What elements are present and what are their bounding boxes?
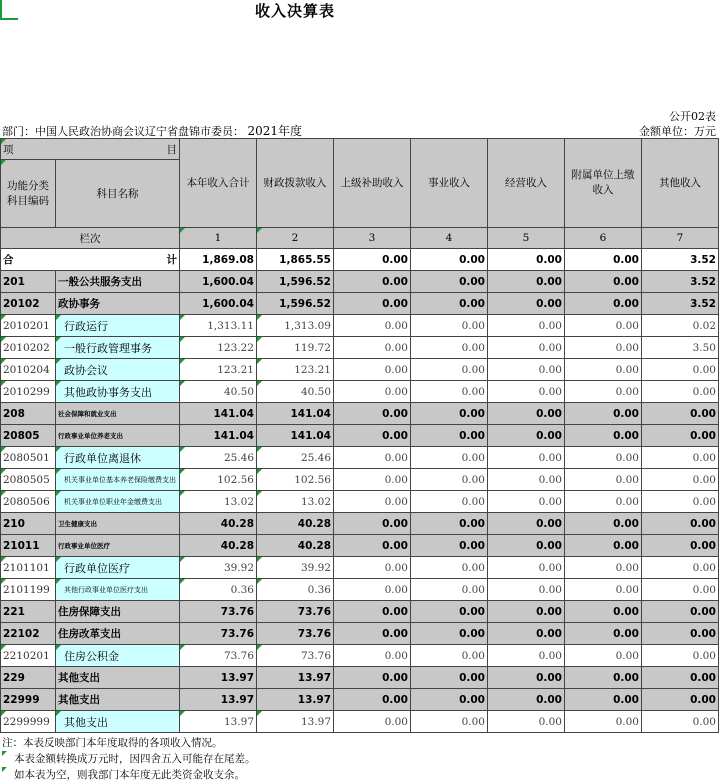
header-col-1: 本年收入合计 xyxy=(180,139,257,228)
row-value-3: 0.00 xyxy=(334,689,411,711)
row-value-6: 0.00 xyxy=(565,359,642,381)
row-code: 2299999 xyxy=(1,711,56,733)
header-col-2: 财政拨款收入 xyxy=(257,139,334,228)
row-value-1: 13.97 xyxy=(180,689,257,711)
row-value-2: 25.46 xyxy=(257,447,334,469)
row-value-1: 40.28 xyxy=(180,513,257,535)
footnote-3: 如本表为空，则我部门本年度无此类资金收支余。 xyxy=(2,767,256,781)
row-code: 2101199 xyxy=(1,579,56,601)
table-row xyxy=(1,623,719,645)
header-item-left: 项 xyxy=(3,143,14,156)
row-value-4: 0.00 xyxy=(411,645,488,667)
row-value-1: 39.92 xyxy=(180,557,257,579)
row-value-3: 0.00 xyxy=(334,579,411,601)
row-value-7: 3.50 xyxy=(642,337,719,359)
row-value-4: 0.00 xyxy=(411,579,488,601)
row-value-2: 13.97 xyxy=(257,689,334,711)
row-value-5: 0.00 xyxy=(488,425,565,447)
header-row-item xyxy=(1,139,719,160)
row-subject-name: 行政事业单位养老支出 xyxy=(56,425,180,447)
row-value-7: 3.52 xyxy=(642,293,719,315)
row-value-7: 3.52 xyxy=(642,271,719,293)
row-value-5: 0.00 xyxy=(488,447,565,469)
row-code: 2080501 xyxy=(1,447,56,469)
footnote-2: 本表金额转换成万元时，因四舍五入可能存在尾差。 xyxy=(2,751,256,767)
row-value-2: 1,596.52 xyxy=(257,293,334,315)
row-value-2: 119.72 xyxy=(257,337,334,359)
row-value-3: 0.00 xyxy=(334,359,411,381)
amount-unit: 金额单位：万元 xyxy=(639,125,716,138)
row-value-3: 0.00 xyxy=(334,535,411,557)
row-subject-name: 政协会议 xyxy=(56,359,180,381)
row-subject-name: 行政运行 xyxy=(56,315,180,337)
row-value-5: 0.00 xyxy=(488,469,565,491)
row-value-7: 0.00 xyxy=(642,689,719,711)
department-label: 部门：中国人民政治协商会议辽宁省盘锦市委员 xyxy=(2,125,233,138)
row-code: 229 xyxy=(1,667,56,689)
row-value-3: 0.00 xyxy=(334,491,411,513)
header-col-3: 上级补助收入 xyxy=(334,139,411,228)
index-num-2: 2 xyxy=(257,228,334,249)
row-value-7: 0.00 xyxy=(642,425,719,447)
index-row xyxy=(1,228,719,249)
table-row xyxy=(1,491,719,513)
row-value-1: 13.02 xyxy=(180,491,257,513)
row-value-6: 0.00 xyxy=(565,381,642,403)
row-value-6: 0.00 xyxy=(565,315,642,337)
row-value-3: 0.00 xyxy=(334,271,411,293)
row-value-3: 0.00 xyxy=(334,601,411,623)
row-value-5: 0.00 xyxy=(488,667,565,689)
row-code: 201 xyxy=(1,271,56,293)
row-value-5: 0.00 xyxy=(488,271,565,293)
index-label: 栏次 xyxy=(1,228,180,249)
row-value-6: 0.00 xyxy=(565,403,642,425)
row-subject-name: 机关事业单位基本养老保险缴费支出 xyxy=(56,469,180,491)
row-code: 2010204 xyxy=(1,359,56,381)
row-subject-name: 其他支出 xyxy=(56,689,180,711)
header-func-code: 功能分类科目编码 xyxy=(1,160,56,228)
row-code: 2010201 xyxy=(1,315,56,337)
row-value-5: 0.00 xyxy=(488,623,565,645)
row-value-3: 0.00 xyxy=(334,337,411,359)
row-value-3: 0.00 xyxy=(334,293,411,315)
index-num-1: 1 xyxy=(180,228,257,249)
row-value-3: 0.00 xyxy=(334,557,411,579)
row-value-3: 0.00 xyxy=(334,711,411,733)
row-value-2: 1,596.52 xyxy=(257,271,334,293)
row-value-7: 0.00 xyxy=(642,645,719,667)
row-value-2: 123.21 xyxy=(257,359,334,381)
table-row xyxy=(1,557,719,579)
row-value-2: 141.04 xyxy=(257,403,334,425)
table-row xyxy=(1,689,719,711)
row-value-2: 40.28 xyxy=(257,513,334,535)
row-value-6: 0.00 xyxy=(565,337,642,359)
row-value-2: 13.97 xyxy=(257,711,334,733)
row-value-4: 0.00 xyxy=(411,711,488,733)
row-value-3: 0.00 xyxy=(334,623,411,645)
row-value-2: 1,313.09 xyxy=(257,315,334,337)
total-value-4: 0.00 xyxy=(411,249,488,271)
footnotes xyxy=(2,735,256,781)
index-num-5: 5 xyxy=(488,228,565,249)
table-row xyxy=(1,271,719,293)
cell-corner-mark xyxy=(0,0,18,20)
row-value-7: 0.00 xyxy=(642,711,719,733)
row-value-4: 0.00 xyxy=(411,425,488,447)
row-value-5: 0.00 xyxy=(488,381,565,403)
table-row xyxy=(1,579,719,601)
row-value-7: 0.00 xyxy=(642,403,719,425)
row-subject-name: 社会保障和就业支出 xyxy=(56,403,180,425)
row-value-6: 0.00 xyxy=(565,535,642,557)
row-value-7: 0.00 xyxy=(642,381,719,403)
row-value-4: 0.00 xyxy=(411,601,488,623)
row-value-5: 0.00 xyxy=(488,711,565,733)
row-value-3: 0.00 xyxy=(334,469,411,491)
row-value-6: 0.00 xyxy=(565,557,642,579)
row-subject-name: 一般公共服务支出 xyxy=(56,271,180,293)
row-value-7: 0.00 xyxy=(642,513,719,535)
row-value-5: 0.00 xyxy=(488,337,565,359)
index-num-6: 6 xyxy=(565,228,642,249)
row-value-6: 0.00 xyxy=(565,513,642,535)
table-row xyxy=(1,381,719,403)
table-row xyxy=(1,513,719,535)
total-value-1: 1,869.08 xyxy=(180,249,257,271)
row-value-7: 0.02 xyxy=(642,315,719,337)
row-subject-name: 住房改革支出 xyxy=(56,623,180,645)
total-value-3: 0.00 xyxy=(334,249,411,271)
row-value-2: 0.36 xyxy=(257,579,334,601)
row-value-6: 0.00 xyxy=(565,469,642,491)
row-subject-name: 其他行政事业单位医疗支出 xyxy=(56,579,180,601)
row-code: 20805 xyxy=(1,425,56,447)
row-subject-name: 住房保障支出 xyxy=(56,601,180,623)
fiscal-year: 2021年度 xyxy=(247,124,303,138)
row-value-4: 0.00 xyxy=(411,271,488,293)
row-value-1: 73.76 xyxy=(180,601,257,623)
row-value-5: 0.00 xyxy=(488,535,565,557)
row-value-3: 0.00 xyxy=(334,645,411,667)
table-row xyxy=(1,337,719,359)
row-value-1: 0.36 xyxy=(180,579,257,601)
table-row xyxy=(1,711,719,733)
row-code: 22102 xyxy=(1,623,56,645)
row-value-7: 0.00 xyxy=(642,623,719,645)
row-value-1: 40.28 xyxy=(180,535,257,557)
table-row xyxy=(1,601,719,623)
row-value-6: 0.00 xyxy=(565,579,642,601)
row-value-4: 0.00 xyxy=(411,491,488,513)
row-value-2: 141.04 xyxy=(257,425,334,447)
total-label-left: 合 xyxy=(3,254,14,266)
row-value-2: 73.76 xyxy=(257,601,334,623)
row-value-6: 0.00 xyxy=(565,623,642,645)
row-code: 2080505 xyxy=(1,469,56,491)
row-value-1: 13.97 xyxy=(180,667,257,689)
row-value-2: 13.97 xyxy=(257,667,334,689)
row-value-2: 40.28 xyxy=(257,535,334,557)
row-value-3: 0.00 xyxy=(334,667,411,689)
income-table xyxy=(0,138,719,733)
row-value-4: 0.00 xyxy=(411,689,488,711)
row-subject-name: 其他政协事务支出 xyxy=(56,381,180,403)
row-value-1: 102.56 xyxy=(180,469,257,491)
row-value-5: 0.00 xyxy=(488,513,565,535)
row-value-3: 0.00 xyxy=(334,315,411,337)
row-value-1: 13.97 xyxy=(180,711,257,733)
row-code: 208 xyxy=(1,403,56,425)
row-value-5: 0.00 xyxy=(488,645,565,667)
row-value-5: 0.00 xyxy=(488,557,565,579)
report-title: 收入决算表 xyxy=(255,2,336,20)
header-item-cell xyxy=(1,139,180,160)
row-value-2: 39.92 xyxy=(257,557,334,579)
row-value-2: 102.56 xyxy=(257,469,334,491)
row-value-3: 0.00 xyxy=(334,425,411,447)
header-col-4: 事业收入 xyxy=(411,139,488,228)
row-code: 2210201 xyxy=(1,645,56,667)
row-value-4: 0.00 xyxy=(411,337,488,359)
row-value-7: 0.00 xyxy=(642,359,719,381)
row-value-7: 0.00 xyxy=(642,579,719,601)
row-subject-name: 行政单位离退休 xyxy=(56,447,180,469)
row-value-6: 0.00 xyxy=(565,491,642,513)
row-value-5: 0.00 xyxy=(488,579,565,601)
row-value-4: 0.00 xyxy=(411,293,488,315)
row-value-2: 40.50 xyxy=(257,381,334,403)
row-code: 2080506 xyxy=(1,491,56,513)
row-value-4: 0.00 xyxy=(411,315,488,337)
row-value-4: 0.00 xyxy=(411,469,488,491)
department-line: 部门：中国人民政治协商会议辽宁省盘锦市委员： 2021年度 xyxy=(2,124,303,138)
row-value-2: 73.76 xyxy=(257,645,334,667)
table-row xyxy=(1,359,719,381)
table-number: 公开02表 xyxy=(669,110,716,123)
row-value-7: 0.00 xyxy=(642,601,719,623)
table-row xyxy=(1,447,719,469)
row-value-4: 0.00 xyxy=(411,535,488,557)
row-subject-name: 住房公积金 xyxy=(56,645,180,667)
row-subject-name: 一般行政管理事务 xyxy=(56,337,180,359)
row-value-1: 40.50 xyxy=(180,381,257,403)
row-value-2: 13.02 xyxy=(257,491,334,513)
row-value-6: 0.00 xyxy=(565,271,642,293)
row-value-6: 0.00 xyxy=(565,645,642,667)
footnote-1: 注：本表反映部门本年度取得的各项收入情况。 xyxy=(2,737,223,749)
row-value-6: 0.00 xyxy=(565,601,642,623)
row-value-4: 0.00 xyxy=(411,557,488,579)
row-value-5: 0.00 xyxy=(488,491,565,513)
row-value-1: 123.21 xyxy=(180,359,257,381)
total-label xyxy=(1,249,180,271)
total-value-2: 1,865.55 xyxy=(257,249,334,271)
row-value-6: 0.00 xyxy=(565,425,642,447)
row-value-6: 0.00 xyxy=(565,447,642,469)
row-subject-name: 其他支出 xyxy=(56,667,180,689)
row-value-6: 0.00 xyxy=(565,667,642,689)
row-subject-name: 其他支出 xyxy=(56,711,180,733)
table-row xyxy=(1,535,719,557)
row-code: 20102 xyxy=(1,293,56,315)
row-value-3: 0.00 xyxy=(334,403,411,425)
row-value-1: 73.76 xyxy=(180,645,257,667)
row-value-2: 73.76 xyxy=(257,623,334,645)
row-value-5: 0.00 xyxy=(488,293,565,315)
row-value-7: 0.00 xyxy=(642,667,719,689)
row-value-1: 123.22 xyxy=(180,337,257,359)
row-subject-name: 政协事务 xyxy=(56,293,180,315)
total-value-5: 0.00 xyxy=(488,249,565,271)
row-subject-name: 行政单位医疗 xyxy=(56,557,180,579)
row-code: 2010299 xyxy=(1,381,56,403)
row-value-1: 25.46 xyxy=(180,447,257,469)
row-value-5: 0.00 xyxy=(488,601,565,623)
row-code: 210 xyxy=(1,513,56,535)
row-code: 2010202 xyxy=(1,337,56,359)
row-value-6: 0.00 xyxy=(565,293,642,315)
row-subject-name: 卫生健康支出 xyxy=(56,513,180,535)
table-row xyxy=(1,403,719,425)
row-value-4: 0.00 xyxy=(411,447,488,469)
header-col-7: 其他收入 xyxy=(642,139,719,228)
row-value-5: 0.00 xyxy=(488,359,565,381)
total-label-right: 计 xyxy=(166,254,177,266)
row-value-5: 0.00 xyxy=(488,315,565,337)
index-num-7: 7 xyxy=(642,228,719,249)
total-value-7: 3.52 xyxy=(642,249,719,271)
header-col-6: 附属单位上缴收入 xyxy=(565,139,642,228)
table-row xyxy=(1,425,719,447)
row-code: 22999 xyxy=(1,689,56,711)
row-value-7: 0.00 xyxy=(642,491,719,513)
row-subject-name: 机关事业单位职业年金缴费支出 xyxy=(56,491,180,513)
row-value-7: 0.00 xyxy=(642,535,719,557)
row-value-4: 0.00 xyxy=(411,359,488,381)
row-value-5: 0.00 xyxy=(488,689,565,711)
row-value-7: 0.00 xyxy=(642,447,719,469)
row-code: 221 xyxy=(1,601,56,623)
table-row xyxy=(1,667,719,689)
table-row xyxy=(1,469,719,491)
row-value-3: 0.00 xyxy=(334,447,411,469)
row-value-4: 0.00 xyxy=(411,381,488,403)
row-value-1: 73.76 xyxy=(180,623,257,645)
row-value-1: 1,313.11 xyxy=(180,315,257,337)
row-value-4: 0.00 xyxy=(411,667,488,689)
row-value-1: 141.04 xyxy=(180,403,257,425)
row-value-4: 0.00 xyxy=(411,513,488,535)
index-num-4: 4 xyxy=(411,228,488,249)
row-value-4: 0.00 xyxy=(411,403,488,425)
row-value-5: 0.00 xyxy=(488,403,565,425)
row-subject-name: 行政事业单位医疗 xyxy=(56,535,180,557)
row-value-7: 0.00 xyxy=(642,469,719,491)
header-item-right: 目 xyxy=(166,143,177,156)
row-value-6: 0.00 xyxy=(565,711,642,733)
row-code: 21011 xyxy=(1,535,56,557)
table-row xyxy=(1,645,719,667)
row-code: 2101101 xyxy=(1,557,56,579)
row-value-1: 1,600.04 xyxy=(180,271,257,293)
row-value-3: 0.00 xyxy=(334,381,411,403)
row-value-7: 0.00 xyxy=(642,557,719,579)
row-value-6: 0.00 xyxy=(565,689,642,711)
total-value-6: 0.00 xyxy=(565,249,642,271)
header-subject-name: 科目名称 xyxy=(56,160,180,228)
row-value-1: 141.04 xyxy=(180,425,257,447)
row-value-1: 1,600.04 xyxy=(180,293,257,315)
header-col-5: 经营收入 xyxy=(488,139,565,228)
row-value-3: 0.00 xyxy=(334,513,411,535)
total-row xyxy=(1,249,719,271)
table-row xyxy=(1,293,719,315)
index-num-3: 3 xyxy=(334,228,411,249)
row-value-4: 0.00 xyxy=(411,623,488,645)
table-row xyxy=(1,315,719,337)
